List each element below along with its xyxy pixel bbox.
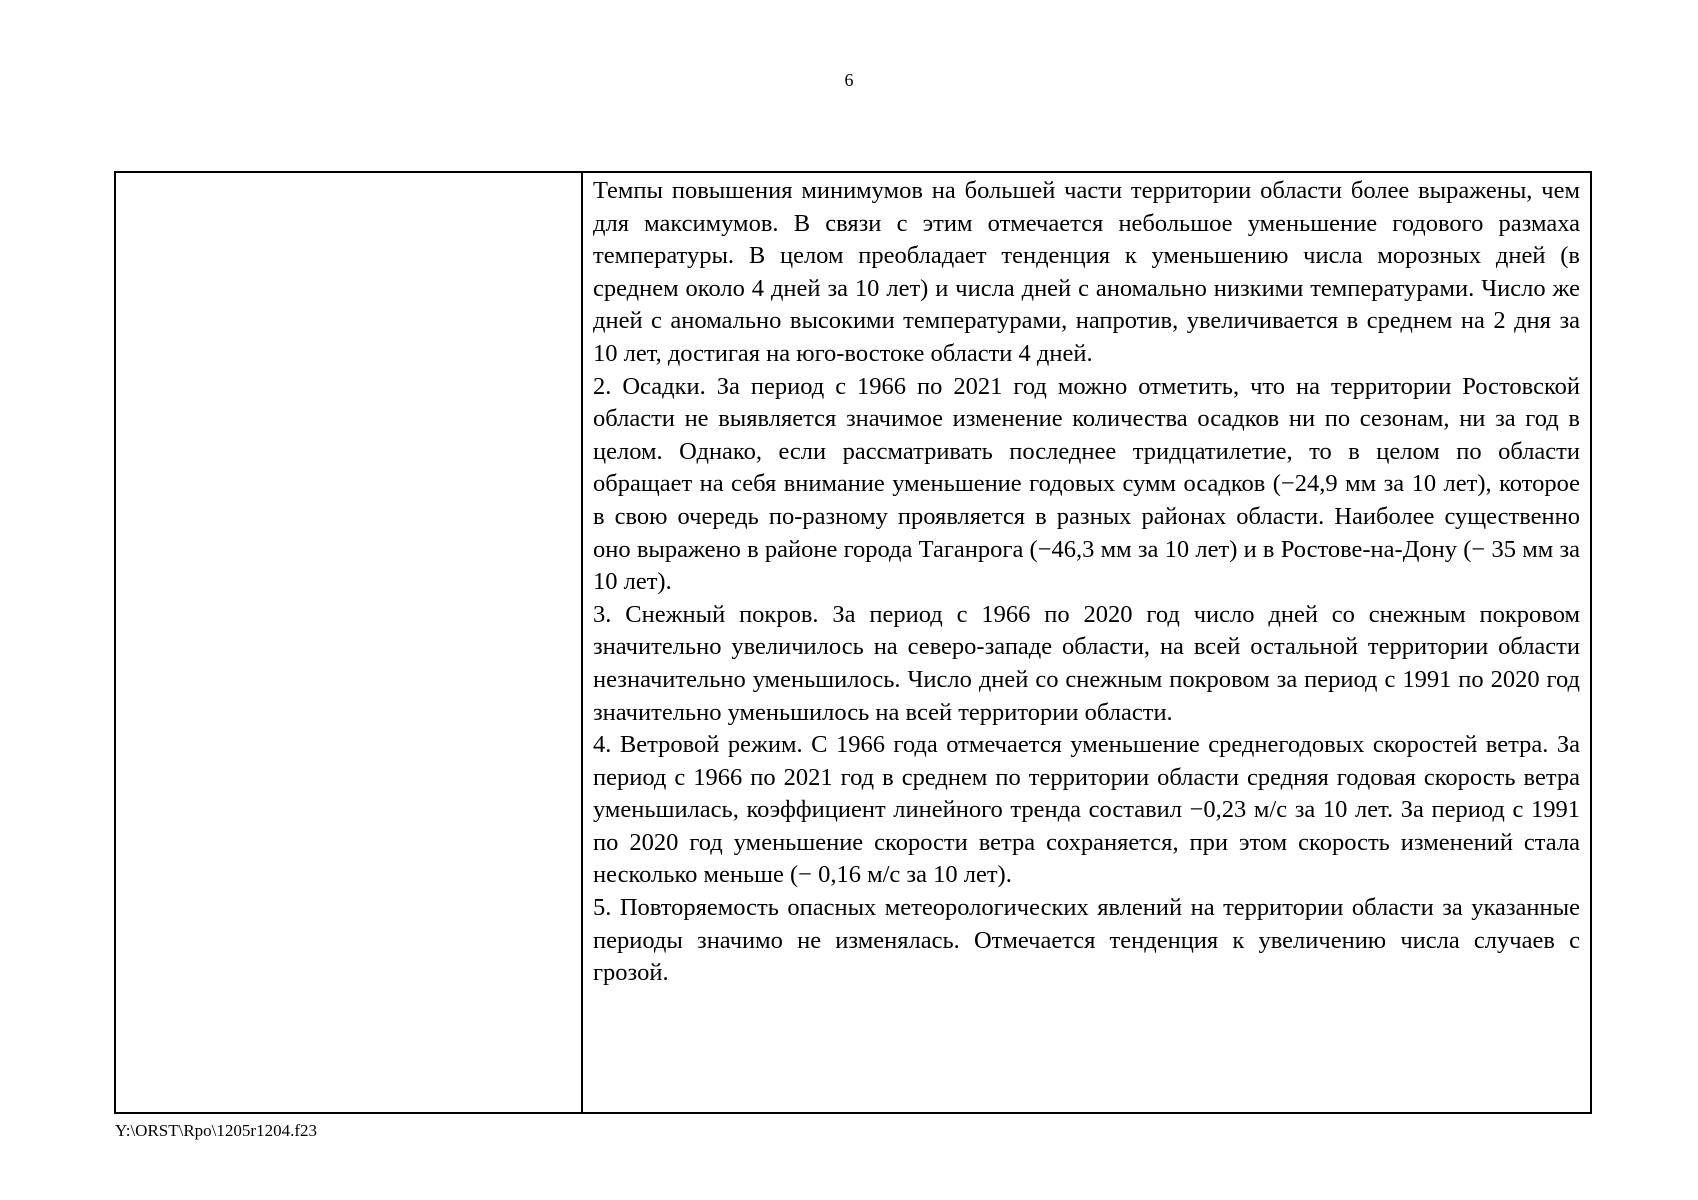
footer-file-path: Y:\ORST\Rpo\1205r1204.f23 (115, 1121, 317, 1140)
table-right-cell (583, 173, 1590, 1112)
table-left-cell (116, 173, 583, 1112)
paragraph-temperature: Темпы повышения минимумов на большей части территории области более выражены, чем для максимумов. В связи с этим отмечается небольшое уменьшение годового размаха температуры. В целом преобладает тенденция к уменьшению числа морозных дней (в среднем около 4 дней за 10 лет) и числа дней с аномально низкими температурами. Число же дней с аномально высокими температурами, напротив, увеличивается в среднем на 2 дня за 10 лет, достигая на юго-востоке области 4 дней. (593, 177, 1580, 367)
content-table (114, 171, 1592, 1114)
paragraph-snow-cover: 3. Снежный покров. За период с 1966 по 2020 год число дней со снежным покровом значительно увеличилось на северо-западе области, на всей остальной территории области незначительно уменьшилось. Число дней со снежным покровом за период с 1991 по 2020 год значительно уменьшилось на всей территории области. (593, 600, 1580, 726)
paragraph-hazardous-phenomena: 5. Повторяемость опасных метеорологических явлений на территории области за указанные периоды значимо не изменялась. Отмечается тенденция к увеличению числа случаев с грозой. (593, 894, 1580, 987)
paragraph-wind-regime: 4. Ветровой режим. С 1966 года отмечается уменьшение среднегодовых скоростей ветра. За период с 1966 по 2021 год в среднем по территории области средняя годовая скорость ветра уменьшилась, коэффициент линейного тренда составил −0,23 м/с за 10 лет. За период с 1991 по 2020 год уменьшение скорости ветра сохраняется, при этом скорость изменений стала несколько меньше (− 0,16 м/с за 10 лет). (593, 731, 1580, 889)
page-number: 6 (844, 70, 854, 90)
paragraph-precipitation: 2. Осадки. За период с 1966 по 2021 год можно отметить, что на территории Ростовской области не выявляется значимое изменение количества осадков ни по сезонам, ни за год в целом. Однако, если рассматривать последнее тридцатилетие, то в целом по области обращает на себя внимание уменьшение годовых сумм осадков (−24,9 мм за 10 лет), которое в свою очередь по-разному проявляется в разных районах области. Наиболее существенно оно выражено в районе города Таганрога (−46,3 мм за 10 лет) и в Ростове-на-Дону (− 35 мм за 10 лет). (593, 372, 1580, 596)
